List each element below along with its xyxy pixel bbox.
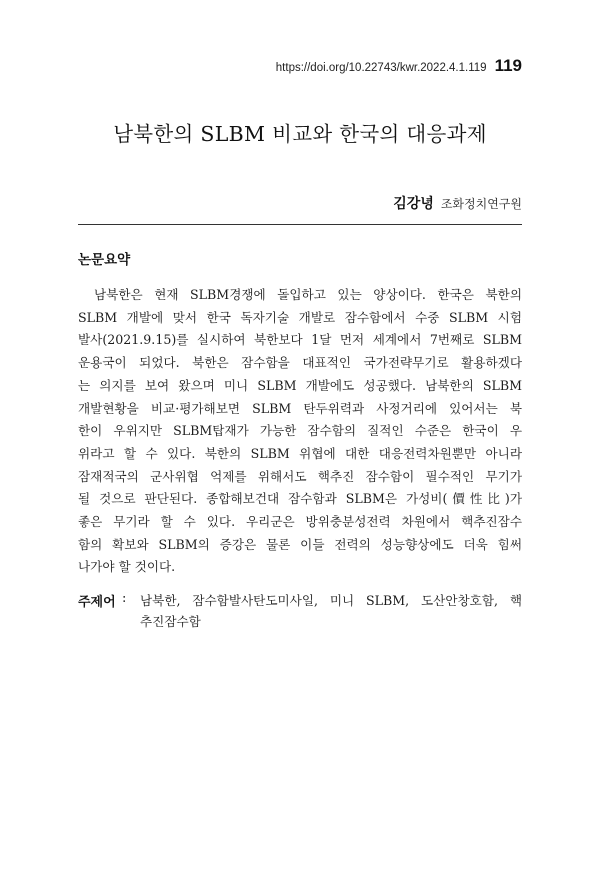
abstract-line: 잠재적국의 군사위협 억제를 위해서도 핵추진 잠수함이 필수적인 무기가 bbox=[78, 468, 522, 484]
keywords-line: 남북한, 잠수함발사탄도미사일, 미니 SLBM, 도산안창호함, 핵 bbox=[140, 593, 522, 608]
section-divider bbox=[78, 224, 522, 225]
abstract-line: SLBM 개발에 맞서 한국 독자기술 개발로 잠수함에서 수중 SLBM 시험 bbox=[78, 309, 522, 325]
paper-title: 남북한의 SLBM 비교와 한국의 대응과제 bbox=[113, 122, 487, 146]
keywords-line: 추진잠수함 bbox=[140, 614, 201, 629]
abstract-line: 될 것으로 판단된다. 종합해보건대 잠수함과 SLBM은 가성비(價性比)가 bbox=[78, 491, 522, 507]
keywords-colon: : bbox=[122, 591, 127, 606]
keywords-list bbox=[140, 590, 522, 632]
abstract-line: 개발현황을 비교·평가해보면 SLBM 탄두위력과 사정거리에 있어서는 북 bbox=[78, 400, 522, 416]
keywords-label: 주제어 bbox=[78, 595, 116, 610]
author-name: 김강녕 bbox=[393, 196, 434, 212]
author-affiliation: 조화정치연구원 bbox=[440, 197, 522, 211]
abstract-line: 한이 우위지만 SLBM탑재가 가능한 잠수함의 질적인 수준은 한국이 우 bbox=[78, 423, 522, 439]
abstract-line: 함의 확보와 SLBM의 증강은 물론 이들 전력의 성능향상에도 더욱 힘써 bbox=[78, 536, 522, 552]
abstract-body bbox=[78, 284, 522, 579]
author-block bbox=[393, 193, 522, 213]
doi-link[interactable]: https://doi.org/10.22743/kwr.2022.4.1.119 bbox=[275, 62, 487, 74]
abstract-line: 위라고 할 수 있다. 북한의 SLBM 위협에 대한 대응전력차원뿐만 아니라 bbox=[78, 445, 522, 461]
page-header bbox=[276, 56, 522, 76]
abstract-line: 나가야 할 것이다. bbox=[78, 559, 176, 575]
abstract-line: 좋은 무기라 할 수 있다. 우리군은 방위충분성전력 차원에서 핵추진잠수 bbox=[78, 514, 522, 530]
abstract-line: 남북한은 현재 SLBM경쟁에 돌입하고 있는 양상이다. 한국은 북한의 bbox=[94, 287, 522, 302]
abstract-line: 발사(2021.9.15)를 실시하여 북한보다 1달 먼저 세계에서 7번째로 SLBM bbox=[78, 332, 522, 348]
abstract-line: 운용국이 되었다. 북한은 잠수함을 대표적인 국가전략무기로 활용하겠다 bbox=[78, 355, 522, 371]
abstract-line: 는 의지를 보여 왔으며 미니 SLBM 개발에도 성공했다. 남북한의 SLBM bbox=[78, 377, 522, 393]
abstract-heading: 논문요약 bbox=[78, 252, 131, 268]
page-number: 119 bbox=[494, 56, 522, 75]
